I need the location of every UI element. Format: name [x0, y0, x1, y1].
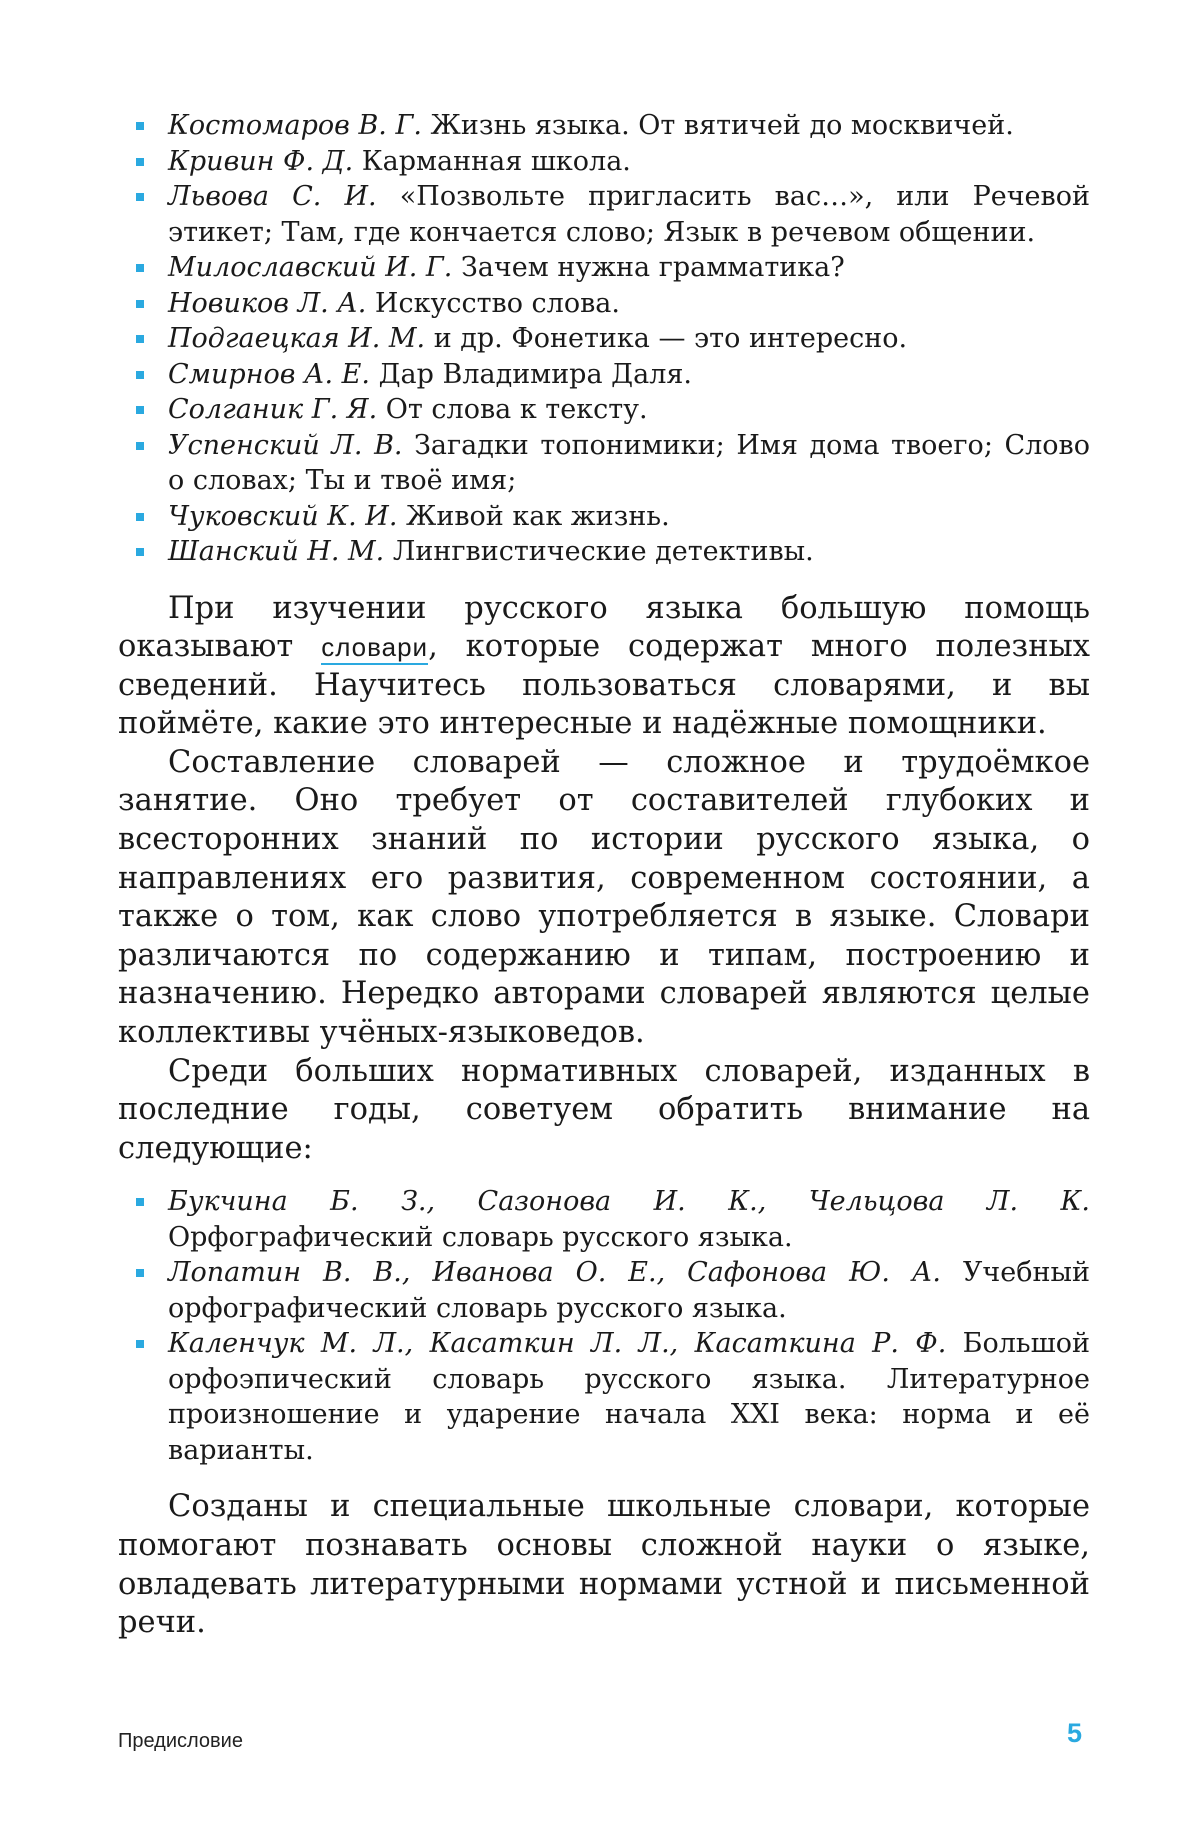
- book-author: Костомаров В. Г.: [168, 110, 422, 141]
- book-title: Живой как жизнь.: [406, 500, 670, 532]
- book-title: Большой орфоэпический словарь русского языка. Литературное произношение и ударение начала XXI века: норма и её варианты.: [168, 1328, 1090, 1466]
- book-author: Подгаецкая И. М.: [168, 323, 426, 354]
- book-title: Загадки топонимики; Имя дома твоего; Слово о словах; Ты и твоё имя;: [168, 429, 1091, 496]
- bullet-square-icon: [136, 300, 144, 308]
- book-title: Искусство слова.: [374, 287, 620, 319]
- book-author: Шанский Н. М.: [168, 536, 385, 567]
- paragraph-normative-dictionaries: Среди больших нормативных словарей, изданных в последние годы, советуем обратить внимание на следующие:: [118, 1053, 1090, 1166]
- page-number: 5: [1067, 1718, 1083, 1748]
- bullet-square-icon: [136, 513, 144, 521]
- page-content: [118, 108, 1090, 1643]
- book-title: Зачем нужна грамматика?: [460, 252, 845, 283]
- footer-section-title: Предисловие: [118, 1730, 243, 1752]
- book-author: Смирнов А. Е.: [168, 358, 370, 390]
- book-author: Кривин Ф. Д.: [168, 145, 354, 177]
- list-item: [118, 499, 1090, 535]
- bullet-square-icon: [136, 548, 144, 556]
- list-item: [118, 1184, 1090, 1255]
- book-author: Солганик Г. Я.: [168, 394, 378, 425]
- paragraph-school-dictionaries: Созданы и специальные школьные словари, которые помогают познавать основы сложной науки о языке, овладевать литературными нормами устной и письменной речи.: [118, 1489, 1090, 1641]
- book-author: Каленчук М. Л., Касаткин Л. Л., Касаткина Р. Ф.: [168, 1328, 947, 1360]
- bullet-square-icon: [136, 406, 144, 414]
- book-author: Чуковский К. И.: [168, 500, 398, 532]
- list-item: [118, 357, 1090, 393]
- list-item: [118, 1326, 1090, 1468]
- bullet-square-icon: [136, 371, 144, 379]
- list-item: [118, 392, 1090, 428]
- recommended-books-list: [118, 108, 1090, 570]
- bullet-square-icon: [136, 335, 144, 343]
- normative-dictionaries-list: [118, 1184, 1090, 1468]
- book-author: Букчина Б. З., Сазонова И. К., Чельцова Л. К.: [168, 1186, 1090, 1218]
- bullet-square-icon: [136, 122, 144, 130]
- list-item: [118, 250, 1090, 286]
- bullet-square-icon: [136, 158, 144, 166]
- book-title: Дар Владимира Даля.: [378, 358, 692, 390]
- book-author: Успенский Л. В.: [168, 429, 403, 461]
- list-item: [118, 534, 1090, 570]
- paragraph-compiling-dictionaries: Составление словарей — сложное и трудоёмкое занятие. Оно требует от составителей глубоких и всесторонних знаний по истории русского языка, о направлениях его развития, современном состоянии, а также о том, как слово употребляется в языке. Словари различаются по содержанию и типам, построению и назначению. Нередко авторами словарей являются целые коллективы учёных-языковедов.: [118, 744, 1090, 1051]
- bullet-square-icon: [136, 1269, 144, 1277]
- term-link-dictionaries[interactable]: словари: [321, 632, 428, 665]
- book-author: Львова С. И.: [168, 181, 377, 212]
- book-author: Лопатин В. В., Иванова О. Е., Сафонова Ю. А.: [168, 1257, 941, 1289]
- book-author: Новиков Л. А.: [168, 287, 367, 319]
- bullet-square-icon: [136, 264, 144, 272]
- book-title: Учебный орфографический словарь русского языка.: [168, 1257, 1090, 1324]
- list-item: [118, 428, 1090, 499]
- book-title: От слова к тексту.: [385, 394, 648, 425]
- book-title: Жизнь языка. От вятичей до москвичей.: [430, 110, 1014, 141]
- bullet-square-icon: [136, 442, 144, 450]
- book-title: Карманная школа.: [361, 145, 631, 177]
- list-item: [118, 179, 1090, 250]
- spacer: [118, 570, 1090, 590]
- book-title: «Позвольте пригласить вас…», или Речевой этикет; Там, где кончается слово; Язык в речевом общении.: [168, 181, 1090, 248]
- list-item: [118, 144, 1090, 180]
- bullet-square-icon: [136, 1198, 144, 1206]
- list-item: [118, 321, 1090, 357]
- book-author: Милославский И. Г.: [168, 252, 453, 283]
- paragraph-text: , которые содержат много полезных сведений. Научитесь пользоваться словарями, и вы поймёте, какие это интересные и надёжные помощники.: [118, 629, 1091, 742]
- paragraph-dictionaries-intro: [118, 590, 1090, 744]
- book-title: Орфографический словарь русского языка.: [168, 1221, 793, 1253]
- list-item: [118, 286, 1090, 322]
- paragraph-text: При изучении русского языка большую помощь оказывают: [118, 590, 1090, 665]
- bullet-square-icon: [136, 1340, 144, 1348]
- spacer: [118, 1468, 1090, 1488]
- list-item: [118, 108, 1090, 144]
- book-title: Лингвистические детективы.: [392, 536, 814, 567]
- book-title: и др. Фонетика — это интересно.: [433, 323, 908, 354]
- bullet-square-icon: [136, 193, 144, 201]
- spacer: [118, 1168, 1090, 1184]
- list-item: [118, 1255, 1090, 1326]
